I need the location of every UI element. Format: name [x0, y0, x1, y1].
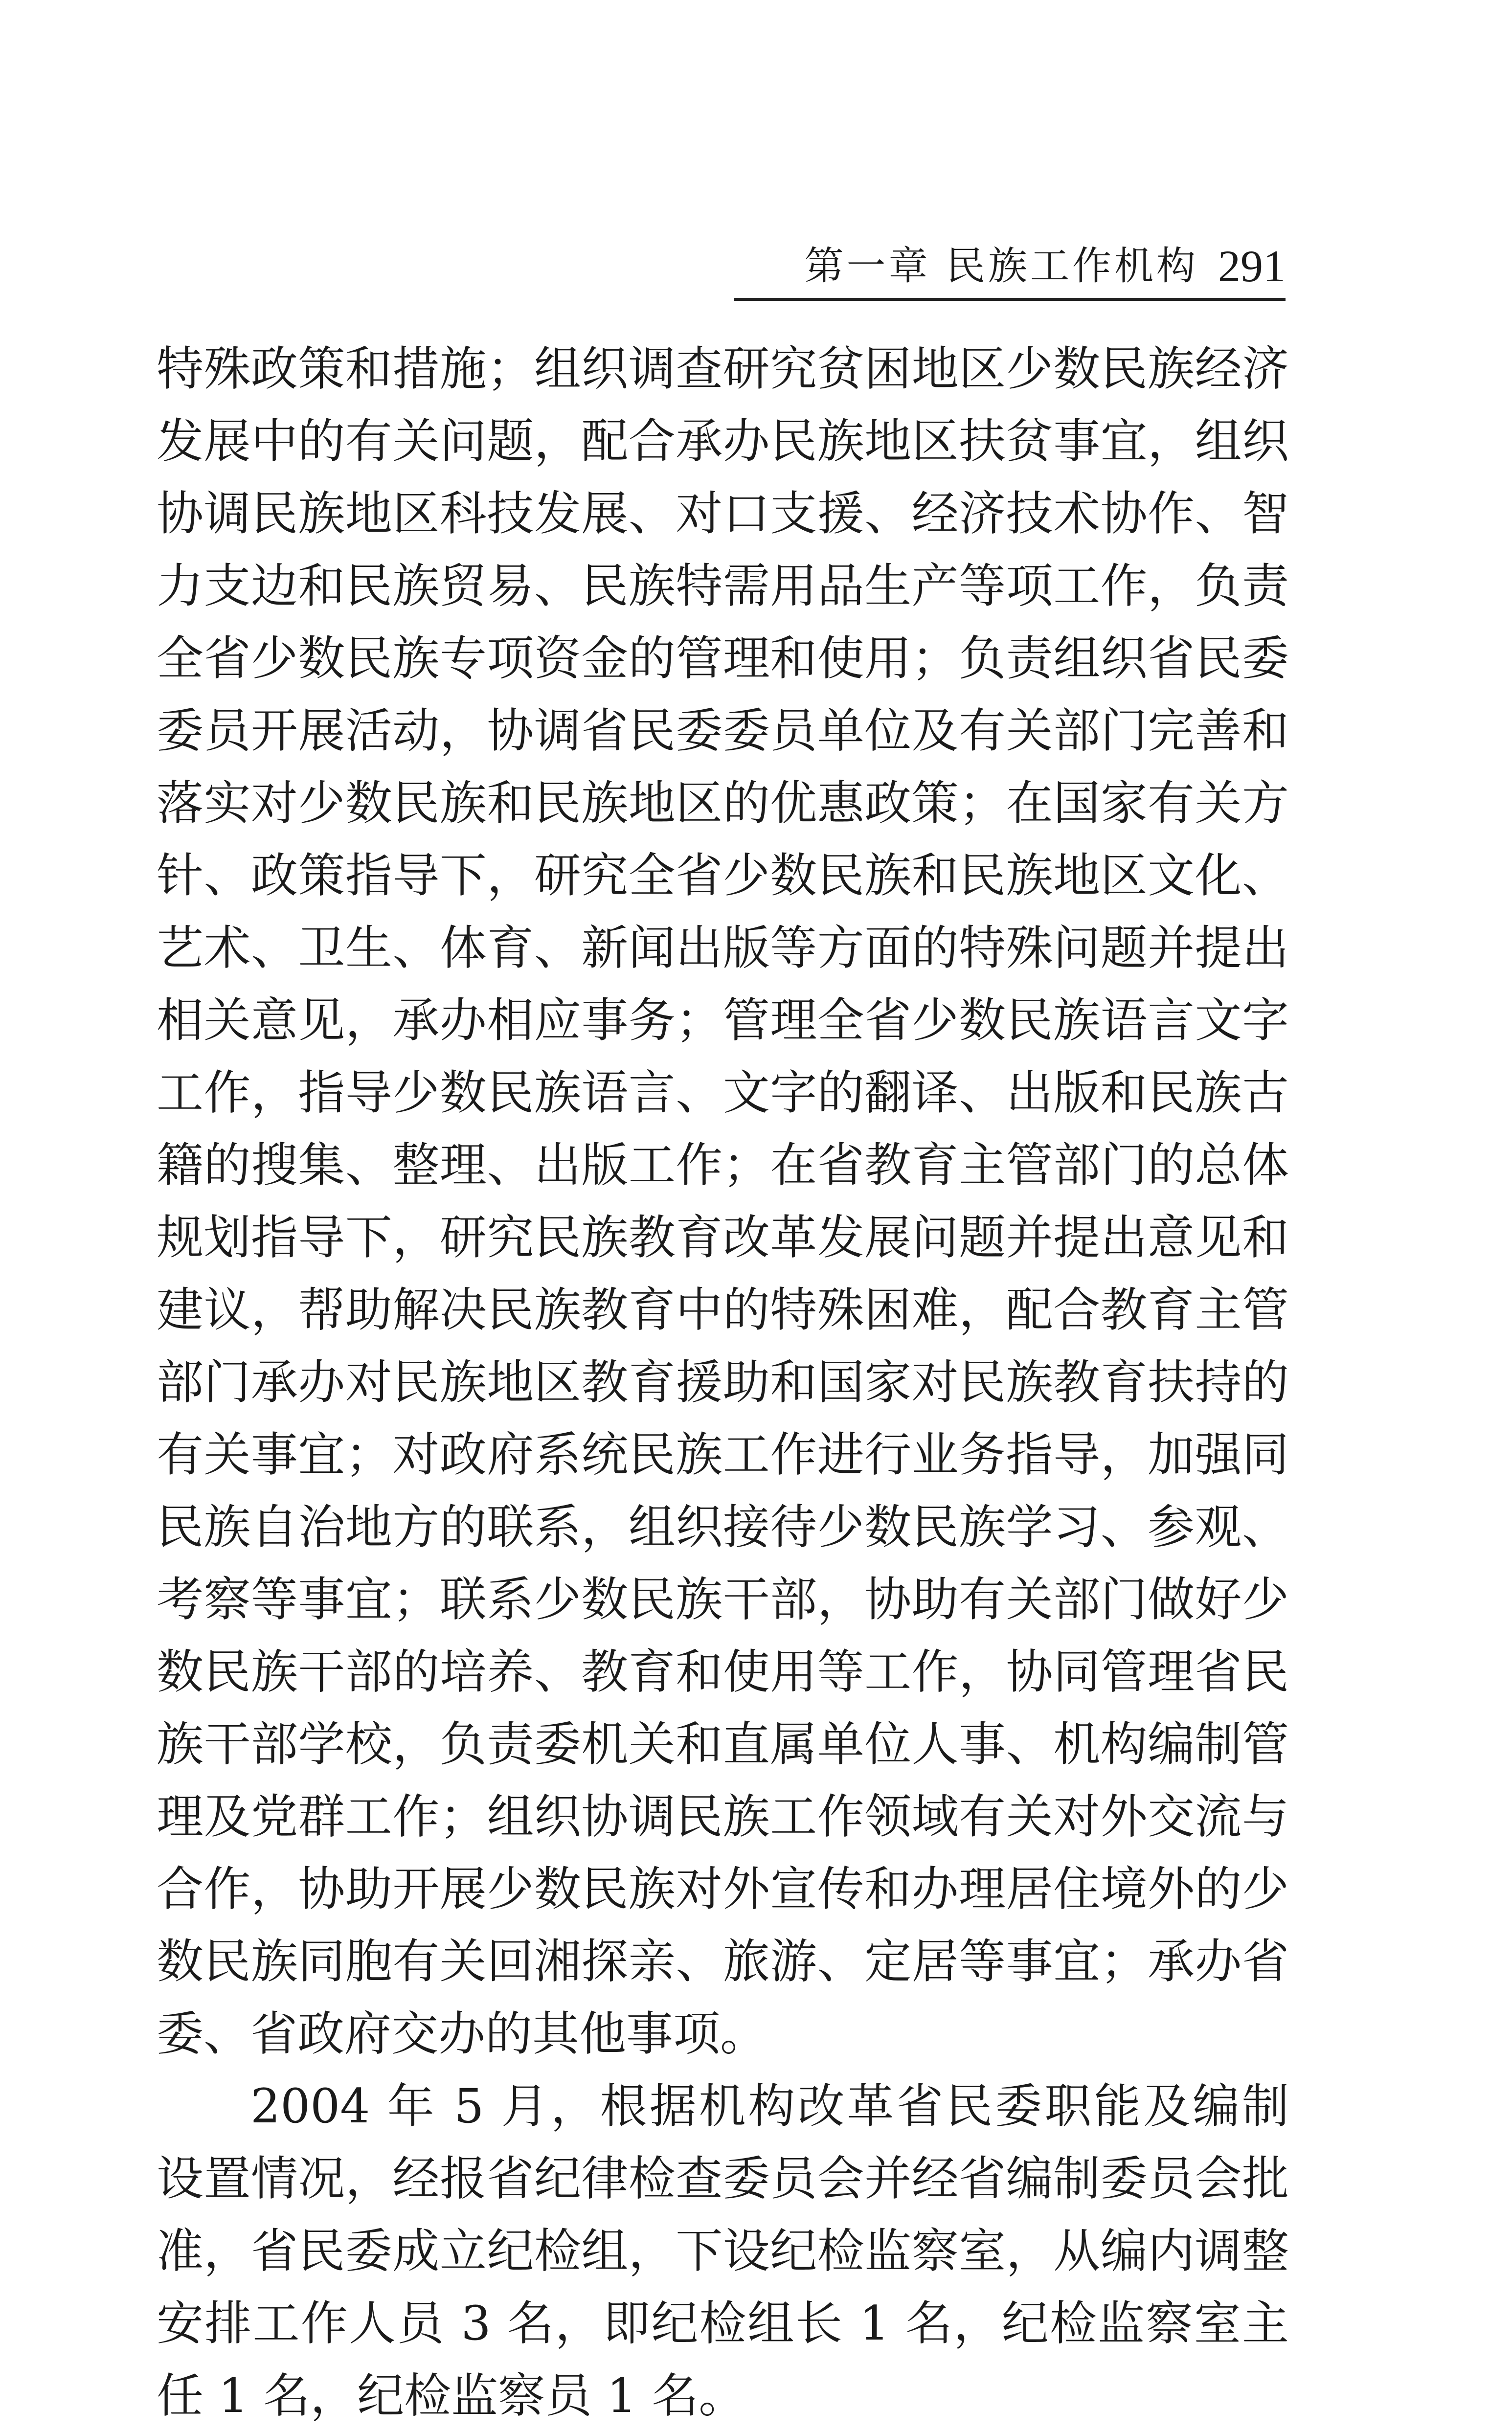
page-number: 291: [1218, 241, 1286, 291]
paragraph-continued: 特殊政策和措施；组织调查研究贫困地区少数民族经济发展中的有关问题，配合承办民族地区扶贫事宜，组织协调民族地区科技发展、对口支援、经济技术协作、智力支边和民族贸易、民族特需用品生产等项工作，负责全省少数民族专项资金的管理和使用；负责组织省民委委员开展活动，协调省民委委员单位及有关部门完善和落实对少数民族和民族地区的优惠政策；在国家有关方针、政策指导下，研究全省少数民族和民族地区文化、艺术、卫生、体育、新闻出版等方面的特殊问题并提出相关意见，承办相应事务；管理全省少数民族语言文字工作，指导少数民族语言、文字的翻译、出版和民族古籍的搜集、整理、出版工作；在省教育主管部门的总体规划指导下，研究民族教育改革发展问题并提出意见和建议，帮助解决民族教育中的特殊困难，配合教育主管部门承办对民族地区教育援助和国家对民族教育扶持的有关事宜；对政府系统民族工作进行业务指导，加强同民族自治地方的联系，组织接待少数民族学习、参观、考察等事宜；联系少数民族干部，协助有关部门做好少数民族干部的培养、教育和使用等工作，协同管理省民族干部学校，负责委机关和直属单位人事、机构编制管理及党群工作；组织协调民族工作领域有关对外交流与合作，协助开展少数民族对外宣传和办理居住境外的少数民族同胞有关回湘探亲、旅游、定居等事宜；承办省委、省政府交办的其他事项。: [157, 341, 1289, 2061]
body-text: [157, 333, 1289, 2432]
paragraph: 2004 年 5 月，根据机构改革省民委职能及编制设置情况，经报省纪律检查委员会并经省编制委员会批准，省民委成立纪检组，下设纪检监察室，从编内调整安排工作人员 3 名，即纪检组长 1 名，纪检监察室主任 1 名，纪检监察员 1 名。: [157, 2079, 1289, 2423]
chapter-title: 第一章 民族工作机构: [804, 243, 1198, 289]
running-header: [734, 240, 1286, 301]
